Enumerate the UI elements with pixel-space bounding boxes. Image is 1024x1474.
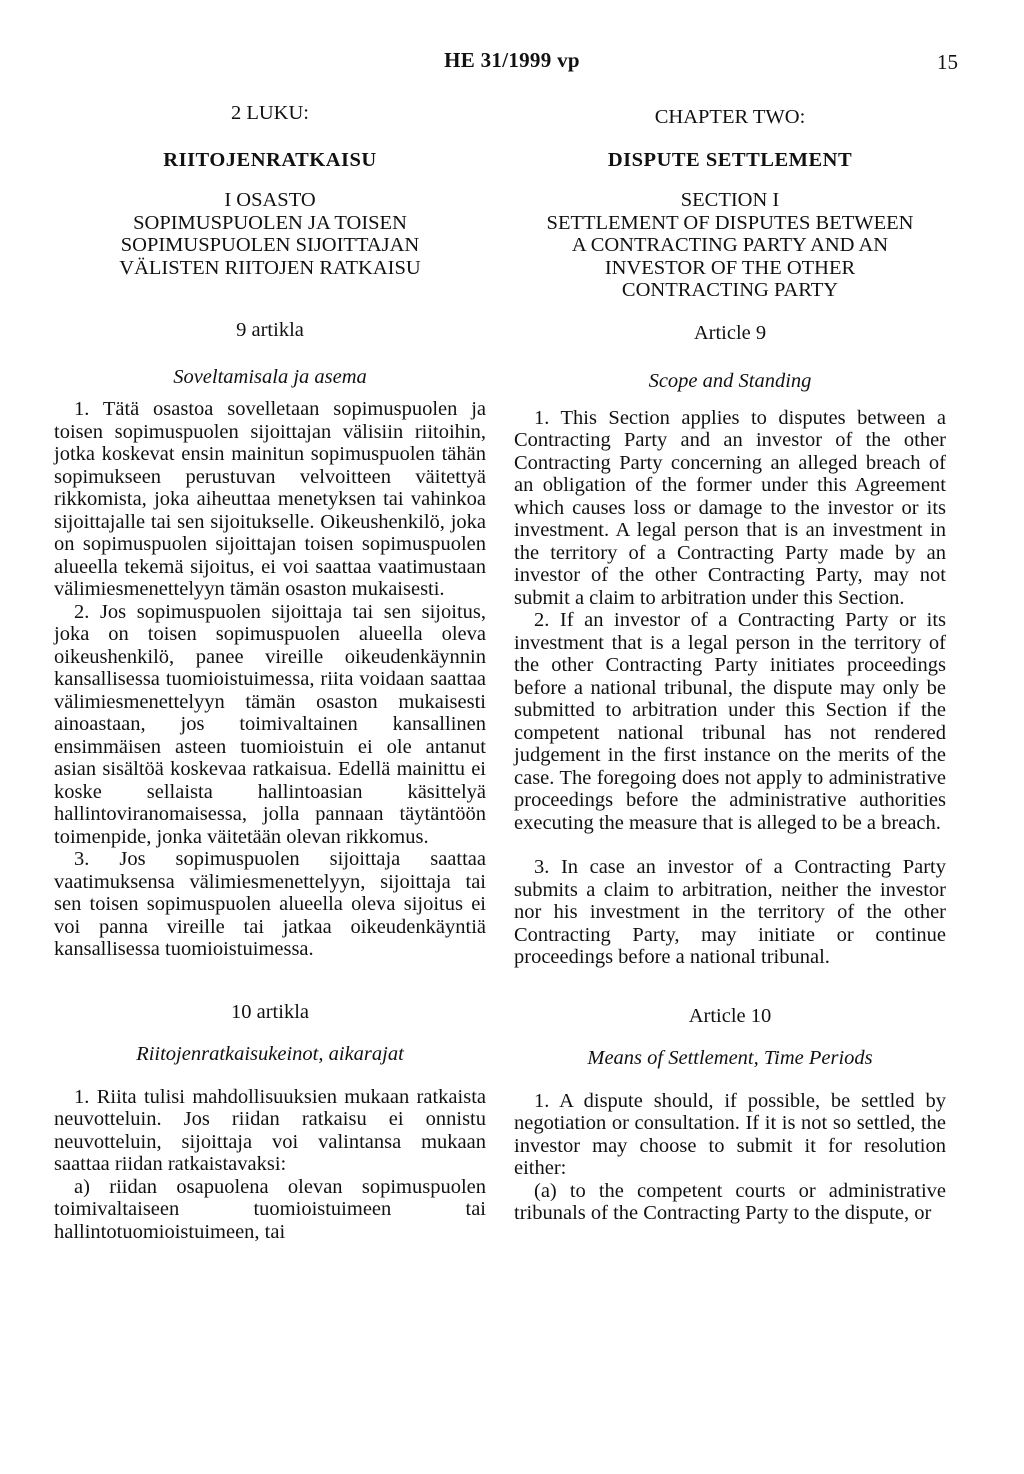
paragraph: a) riidan osapuolena olevan sopimuspuolen toimivaltaiseen tuomioistuimeen tai hallintotuomioistuimeen, tai [54, 1175, 486, 1243]
page-number: 15 [937, 50, 958, 74]
paragraph: 1. A dispute should, if possible, be settled by negotiation or consultation. If it is not so settled, the investor may choose to submit it for resolution either: [514, 1089, 946, 1179]
article-heading: 10 artikla [231, 1000, 309, 1023]
article-heading: Article 9 [693, 321, 767, 344]
article-heading: Article 10 [688, 1004, 772, 1027]
article-heading: 9 artikla [236, 319, 304, 341]
paragraph: (a) to the competent courts or administrative tribunals of the Contracting Party to the dispute, or [514, 1179, 946, 1224]
section-heading [54, 189, 486, 279]
chapter-heading: 2 LUKU: [230, 102, 309, 124]
chapter-title: DISPUTE SETTLEMENT [607, 148, 853, 171]
section-line: A CONTRACTING PARTY AND AN [571, 234, 889, 256]
section-line: SECTION I [680, 189, 780, 211]
paragraph: 3. In case an investor of a Contracting Party submits a claim to arbitration, neither the investor nor his investment in the territory of the other Contracting Party, may initiate or continue proceedings before a national tribunal. [514, 856, 946, 968]
article-title: Means of Settlement, Time Periods [587, 1047, 873, 1069]
section-line: SETTLEMENT OF DISPUTES BETWEEN [546, 211, 914, 234]
section-line: CONTRACTING PARTY [621, 279, 839, 301]
chapter-title: RIITOJENRATKAISU [163, 148, 377, 171]
section-heading [514, 189, 946, 302]
section-line: INVESTOR OF THE OTHER [604, 256, 856, 279]
paragraph: 1. Riita tulisi mahdollisuuksien mukaan ratkaista neuvotteluin. Jos riidan ratkaisu ei onnistu neuvotteluin, sijoittaja voi valintansa mukaan saattaa riidan ratkaistavaksi: [54, 1085, 486, 1175]
article-title: Riitojenratkaisukeinot, aikarajat [136, 1043, 404, 1065]
paragraph: 1. Tätä osastoa sovelletaan sopimuspuolen ja toisen sopimuspuolen sijoittajan välisiin riitoihin, jotka koskevat ensin mainitun sopimuspuolen tähän sopimukseen perustuvan velvoitteen väitettyä rikkomista, joka aiheuttaa menetyksen tai vahinkoa sijoittajalle tai sen sijoitukselle. Oikeushenkilö, joka on sopimuspuolen sijoittajan toisen sopimuspuolen alueella tekemä sijoitus, ei voi saattaa vaatimustaan välimiesmenettelyyn tämän osaston mukaisesti. [54, 398, 486, 600]
document-reference: HE 31/1999 vp [444, 48, 580, 72]
paragraph: 2. If an investor of a Contracting Party or its investment that is a legal person in the territory of the other Contracting Party initiates proceedings before a national tribunal, the dispute may only be submitted to arbitration under this Section if the competent national tribunal has not rendered judgement in the first instance on the merits of the case. The foregoing does not apply to administrative proceedings before the administrative authorities executing the measure that is alleged to be a breach. [514, 609, 946, 834]
section-line: SOPIMUSPUOLEN JA TOISEN [133, 211, 407, 234]
english-column [514, 98, 946, 1225]
paragraph: 3. Jos sopimuspuolen sijoittaja saattaa vaatimuksensa välimiesmenettelyyn, sijoittaja tai sen toisen sopimuspuolen alueella oleva sijoitus ei voi panna vireille tai jatkaa oikeudenkäyntiä kansallisessa tuomioistuimessa. [54, 848, 486, 960]
article-title: Soveltamisala ja asema [173, 365, 367, 388]
article-title: Scope and Standing [648, 370, 812, 392]
section-line: VÄLISTEN RIITOJEN RATKAISU [119, 256, 421, 279]
chapter-heading: CHAPTER TWO: [654, 106, 806, 128]
paragraph: 2. Jos sopimuspuolen sijoittaja tai sen sijoitus, joka on toisen sopimuspuolen alueella oleva oikeushenkilö, panee vireille oikeudenkäynnin kansallisessa tuomioistuimessa, riita voidaan saattaa välimiesmenettelyyn tämän osaston mukaisesti ainoastaan, jos toimivaltainen kansallinen ensimmäisen asteen tuomioistuin ei ole antanut asian sisältöä koskevaa ratkaisua. Edellä mainittu ei koske sellaista hallintoasian käsittelyä hallintoviranomaisessa, jolla pannaan täytäntöön toimenpide, jonka väitetään olevan rikkomus. [54, 600, 486, 848]
section-line: SOPIMUSPUOLEN SIJOITTAJAN [120, 234, 420, 256]
section-line: I OSASTO [224, 189, 316, 211]
paragraph: 1. This Section applies to disputes between a Contracting Party and an investor of the other Contracting Party concerning an alleged breach of an obligation of the former under this Agreement which causes loss or damage to the investor or its investment. A legal person that is an investment in the territory of a Contracting Party made by an investor of the other Contracting Party, may not submit a claim to arbitration under this Section. [514, 406, 946, 609]
finnish-column [54, 98, 486, 1243]
